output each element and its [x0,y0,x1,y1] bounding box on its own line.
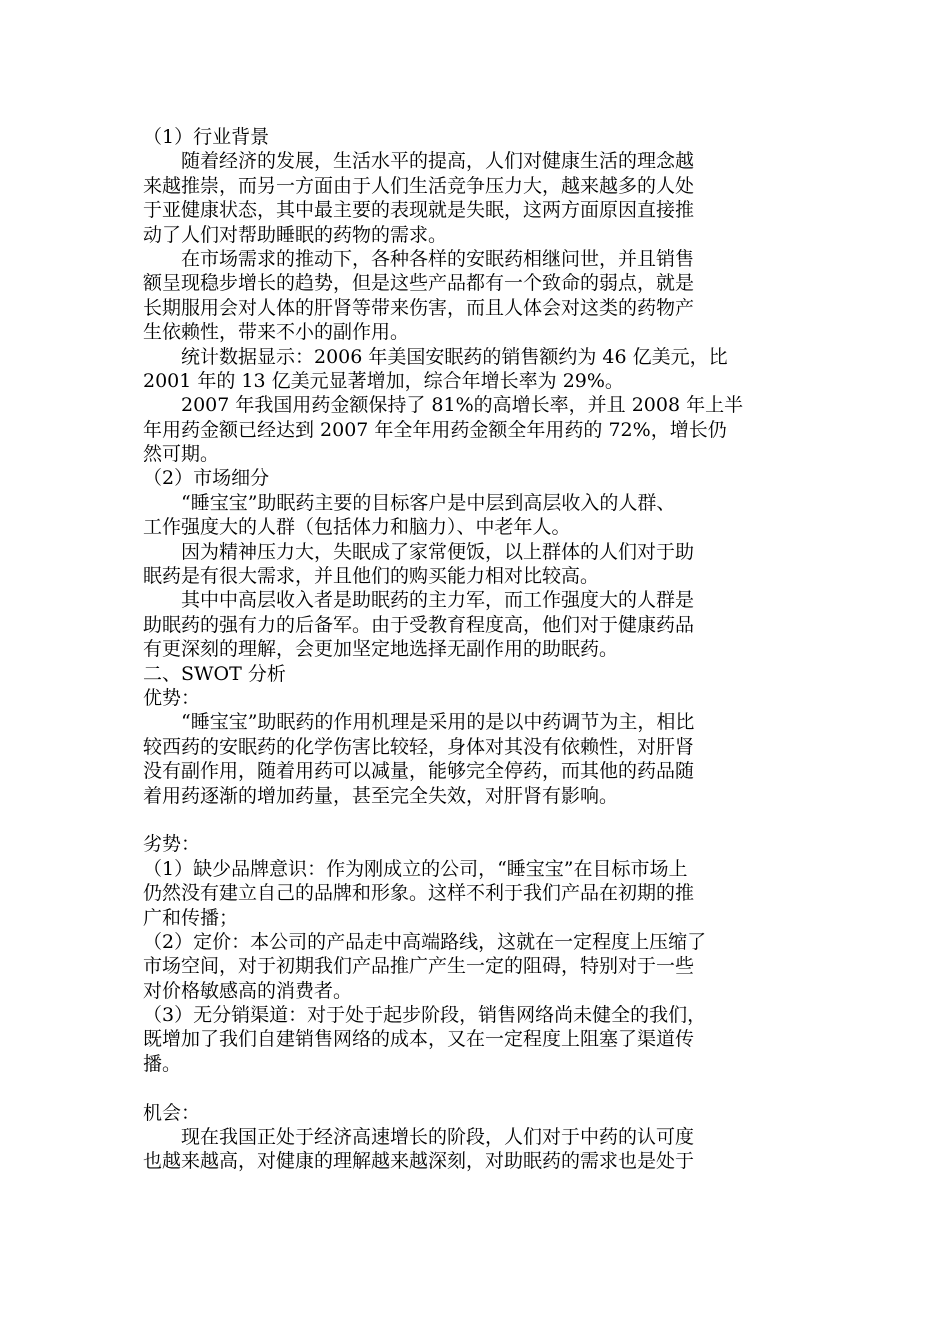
blank-line [143,1076,808,1100]
document-page [143,125,808,1174]
text-line: 播。 [143,1052,182,1075]
text-line: 2001 年的 13 亿美元显著增加，综合年增长率为 29%。 [143,369,624,392]
text-line: 仍然没有建立自己的品牌和形象。这样不利于我们产品在初期的推 [143,882,695,905]
text-line: 统计数据显示：2006 年美国安眠药的销售额约为 46 亿美元，比 [181,345,728,368]
text-line: 因为精神压力大，失眠成了家常便饭，以上群体的人们对于助 [181,540,695,563]
text-line: 动了人们对帮助睡眠的药物的需求。 [143,223,448,246]
text-line: 着用药逐渐的增加药量，甚至完全失效，对肝肾有影响。 [143,784,619,807]
text-line: 机会： [143,1101,201,1124]
text-line: 对价格敏感高的消费者。 [143,979,353,1002]
text-line: 随着经济的发展，生活水平的提高，人们对健康生活的理念越 [181,150,695,173]
text-line: 现在我国正处于经济高速增长的阶段，人们对于中药的认可度 [181,1126,695,1149]
text-line: （1）缺少品牌意识：作为刚成立的公司，“睡宝宝”在目标市场上 [143,857,688,880]
text-line: 其中中高层收入者是助眠药的主力军，而工作强度大的人群是 [181,589,695,612]
text-line: 生依赖性，带来不小的副作用。 [143,321,410,344]
text-line: 于亚健康状态，其中最主要的表现就是失眠，这两方面原因直接推 [143,199,695,222]
text-line: 没有副作用，随着用药可以减量，能够完全停药，而其他的药品随 [143,760,695,783]
text-line: 2007 年我国用药金额保持了 81%的高增长率，并且 2008 年上半 [181,394,744,417]
text-line: （2）市场细分 [143,467,270,490]
text-line: 长期服用会对人体的肝肾等带来伤害，而且人体会对这类的药物产 [143,296,695,319]
text-line: 年用药金额已经达到 2007 年全年用药金额全年用药的 72%，增长仍 [143,418,727,441]
text-line: 较西药的安眠药的化学伤害比较轻，身体对其没有依赖性，对肝肾 [143,735,695,758]
blank-line [143,808,808,832]
text-line: 优势： [143,686,201,709]
text-line: 有更深刻的理解，会更加坚定地选择无副作用的助眠药。 [143,638,619,661]
text-line: 二、SWOT 分析 [143,662,286,685]
text-line: 市场空间，对于初期我们产品推广产生一定的阻碍，特别对于一些 [143,955,695,978]
text-line: 额呈现稳步增长的趋势，但是这些产品都有一个致命的弱点，就是 [143,272,695,295]
text-line: （1）行业背景 [143,126,270,148]
text-line: 劣势： [143,833,201,856]
text-line: （2）定价：本公司的产品走中高端路线，这就在一定程度上压缩了 [143,930,707,953]
text-line: “睡宝宝”助眠药的作用机理是采用的是以中药调节为主，相比 [181,711,695,734]
text-line: 来越推崇，而另一方面由于人们生活竞争压力大，越来越多的人处 [143,174,695,197]
text-line: 在市场需求的推动下，各种各样的安眠药相继问世，并且销售 [181,247,695,270]
text-line: （3）无分销渠道：对于处于起步阶段，销售网络尚未健全的我们， [143,1004,707,1027]
text-line: 助眠药的强有力的后备军。由于受教育程度高，他们对于健康药品 [143,613,695,636]
text-line: “睡宝宝”助眠药主要的目标客户是中层到高层收入的人群、 [181,491,676,514]
text-line: 工作强度大的人群（包括体力和脑力）、中老年人。 [143,516,571,539]
text-line: 眠药是有很大需求，并且他们的购买能力相对比较高。 [143,565,600,588]
text-line: 既增加了我们自建销售网络的成本，又在一定程度上阻塞了渠道传 [143,1028,695,1051]
text-line: 也越来越高，对健康的理解越来越深刻，对助眠药的需求也是处于 [143,1150,695,1173]
text-line: 广和传播； [143,906,239,929]
text-line: 然可期。 [143,443,220,466]
